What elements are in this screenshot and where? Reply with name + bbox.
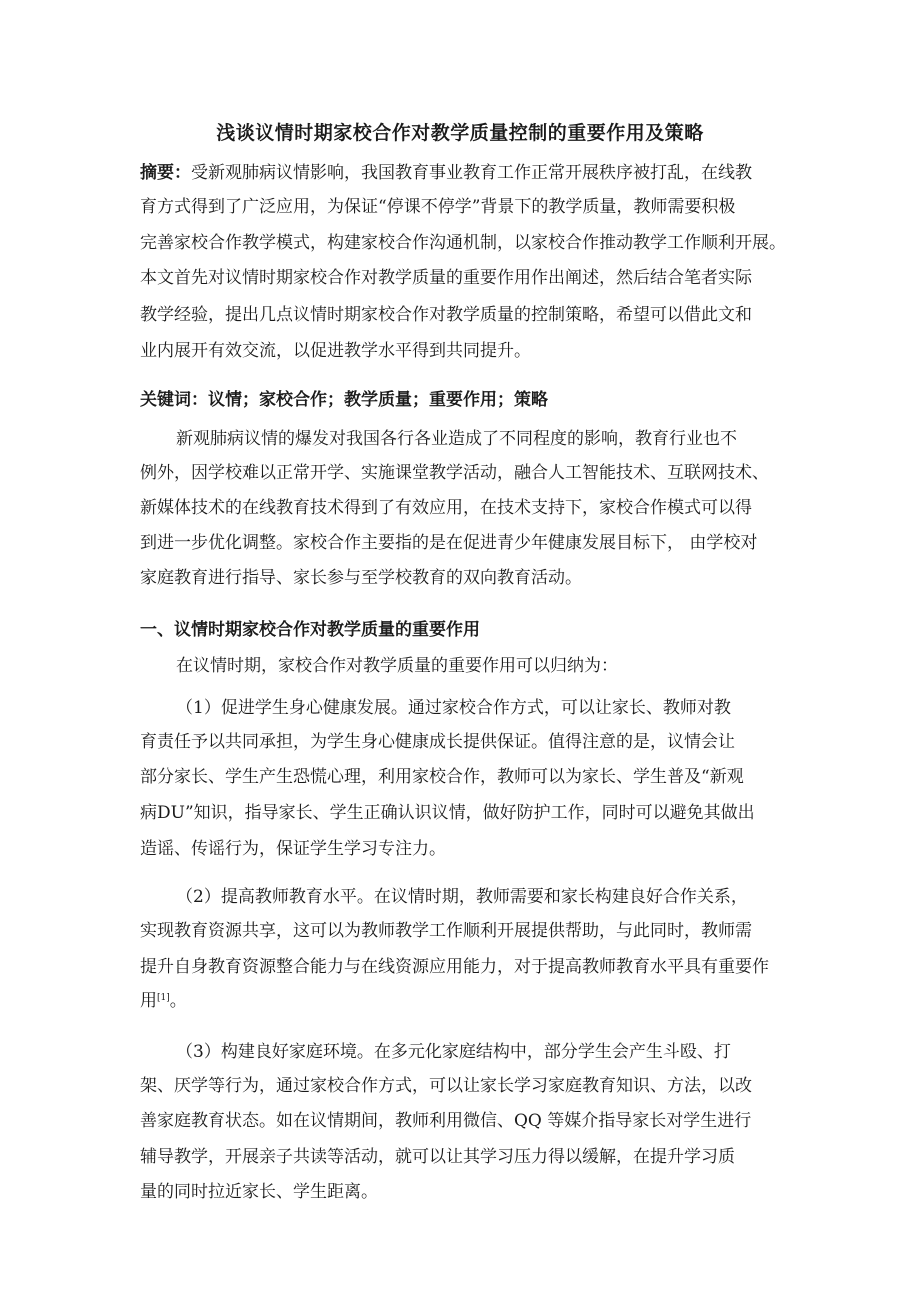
point2-end: 。 [169, 991, 187, 1011]
intro-line: 例外，因学校难以正常开学、实施课堂教学活动，融合人工智能技术、互联网技术、 [140, 463, 769, 483]
abstract-line: 教学经验，提出几点议情时期家校合作对教学质量的控制策略，希望可以借此文和 [140, 305, 752, 325]
point3-line: 量的同时拉近家长、学生距离。 [140, 1182, 378, 1202]
point2-text: 用 [140, 991, 157, 1011]
point2-line [140, 990, 187, 1012]
point1-line: （1）促进学生身心健康发展。通过家校合作方式，可以让家长、教师对教 [176, 698, 731, 718]
citation-ref[interactable]: [1] [157, 993, 170, 1003]
abstract-text: 受新观肺病议情影响，我国教育事业教育工作正常开展秩序被打乱，在线教 [191, 163, 752, 183]
intro-line: 新观肺病议情的爆发对我国各行各业造成了不同程度的影响，教育行业也不 [176, 429, 737, 449]
abstract-line [140, 162, 752, 184]
point3-line: 善家庭教育状态。如在议情期间，教师利用微信、QQ 等媒介指导家长对学生进行 [140, 1111, 752, 1131]
abstract-label: 摘要： [140, 163, 191, 183]
intro-line: 新媒体技术的在线教育技术得到了有效应用，在技术支持下，家校合作模式可以得 [140, 498, 752, 518]
intro-line: 到进一步优化调整。家校合作主要指的是在促进青少年健康发展目标下， 由学校对 [140, 533, 758, 553]
point2-line: 实现教育资源共享，这可以为教师教学工作顺利开展提供帮助，与此同时，教师需 [140, 921, 752, 941]
point1-line: 部分家长、学生产生恐慌心理，利用家校合作，教师可以为家长、学生普及“新观 [140, 767, 744, 787]
section-lead: 在议情时期，家校合作对教学质量的重要作用可以归纳为： [176, 656, 618, 676]
point3-line: 辅导教学，开展亲子共读等活动，就可以让其学习压力得以缓解，在提升学习质 [140, 1147, 735, 1167]
keywords: 关键词：议情；家校合作；教学质量；重要作用；策略 [140, 390, 548, 410]
section-heading: 一、议情时期家校合作对教学质量的重要作用 [140, 620, 480, 640]
point1-line: 育责任予以共同承担，为学生身心健康成长提供保证。值得注意的是，议情会让 [140, 732, 735, 752]
abstract-line: 完善家校合作教学模式，构建家校合作沟通机制，以家校合作推动教学工作顺利开展。 [140, 233, 786, 253]
point3-line: 架、厌学等行为，通过家校合作方式，可以让家长学习家庭教育知识、方法，以改 [140, 1076, 752, 1096]
point1-line: 造谣、传谣行为，保证学生学习专注力。 [140, 839, 446, 859]
paper-title: 浅谈议情时期家校合作对教学质量控制的重要作用及策略 [216, 122, 704, 144]
intro-line: 家庭教育进行指导、家长参与至学校教育的双向教育活动。 [140, 568, 582, 588]
point2-line: （2）提高教师教育水平。在议情时期，教师需要和家长构建良好合作关系， [176, 887, 748, 907]
abstract-line: 业内展开有效交流，以促进教学水平得到共同提升。 [140, 341, 531, 361]
point1-line: 病DU”知识，指导家长、学生正确认识议情，做好防护工作，同时可以避免其做出 [140, 803, 755, 823]
abstract-line: 育方式得到了广泛应用，为保证“停课不停学”背景下的教学质量，教师需要积极 [140, 197, 736, 217]
point3-line: （3）构建良好家庭环境。在多元化家庭结构中，部分学生会产生斗殴、打 [176, 1042, 731, 1062]
abstract-line: 本文首先对议情时期家校合作对教学质量的重要作用作出阐述，然后结合笔者实际 [140, 268, 752, 288]
point2-line: 提升自身教育资源整合能力与在线资源应用能力，对于提高教师教育水平具有重要作 [140, 957, 769, 977]
